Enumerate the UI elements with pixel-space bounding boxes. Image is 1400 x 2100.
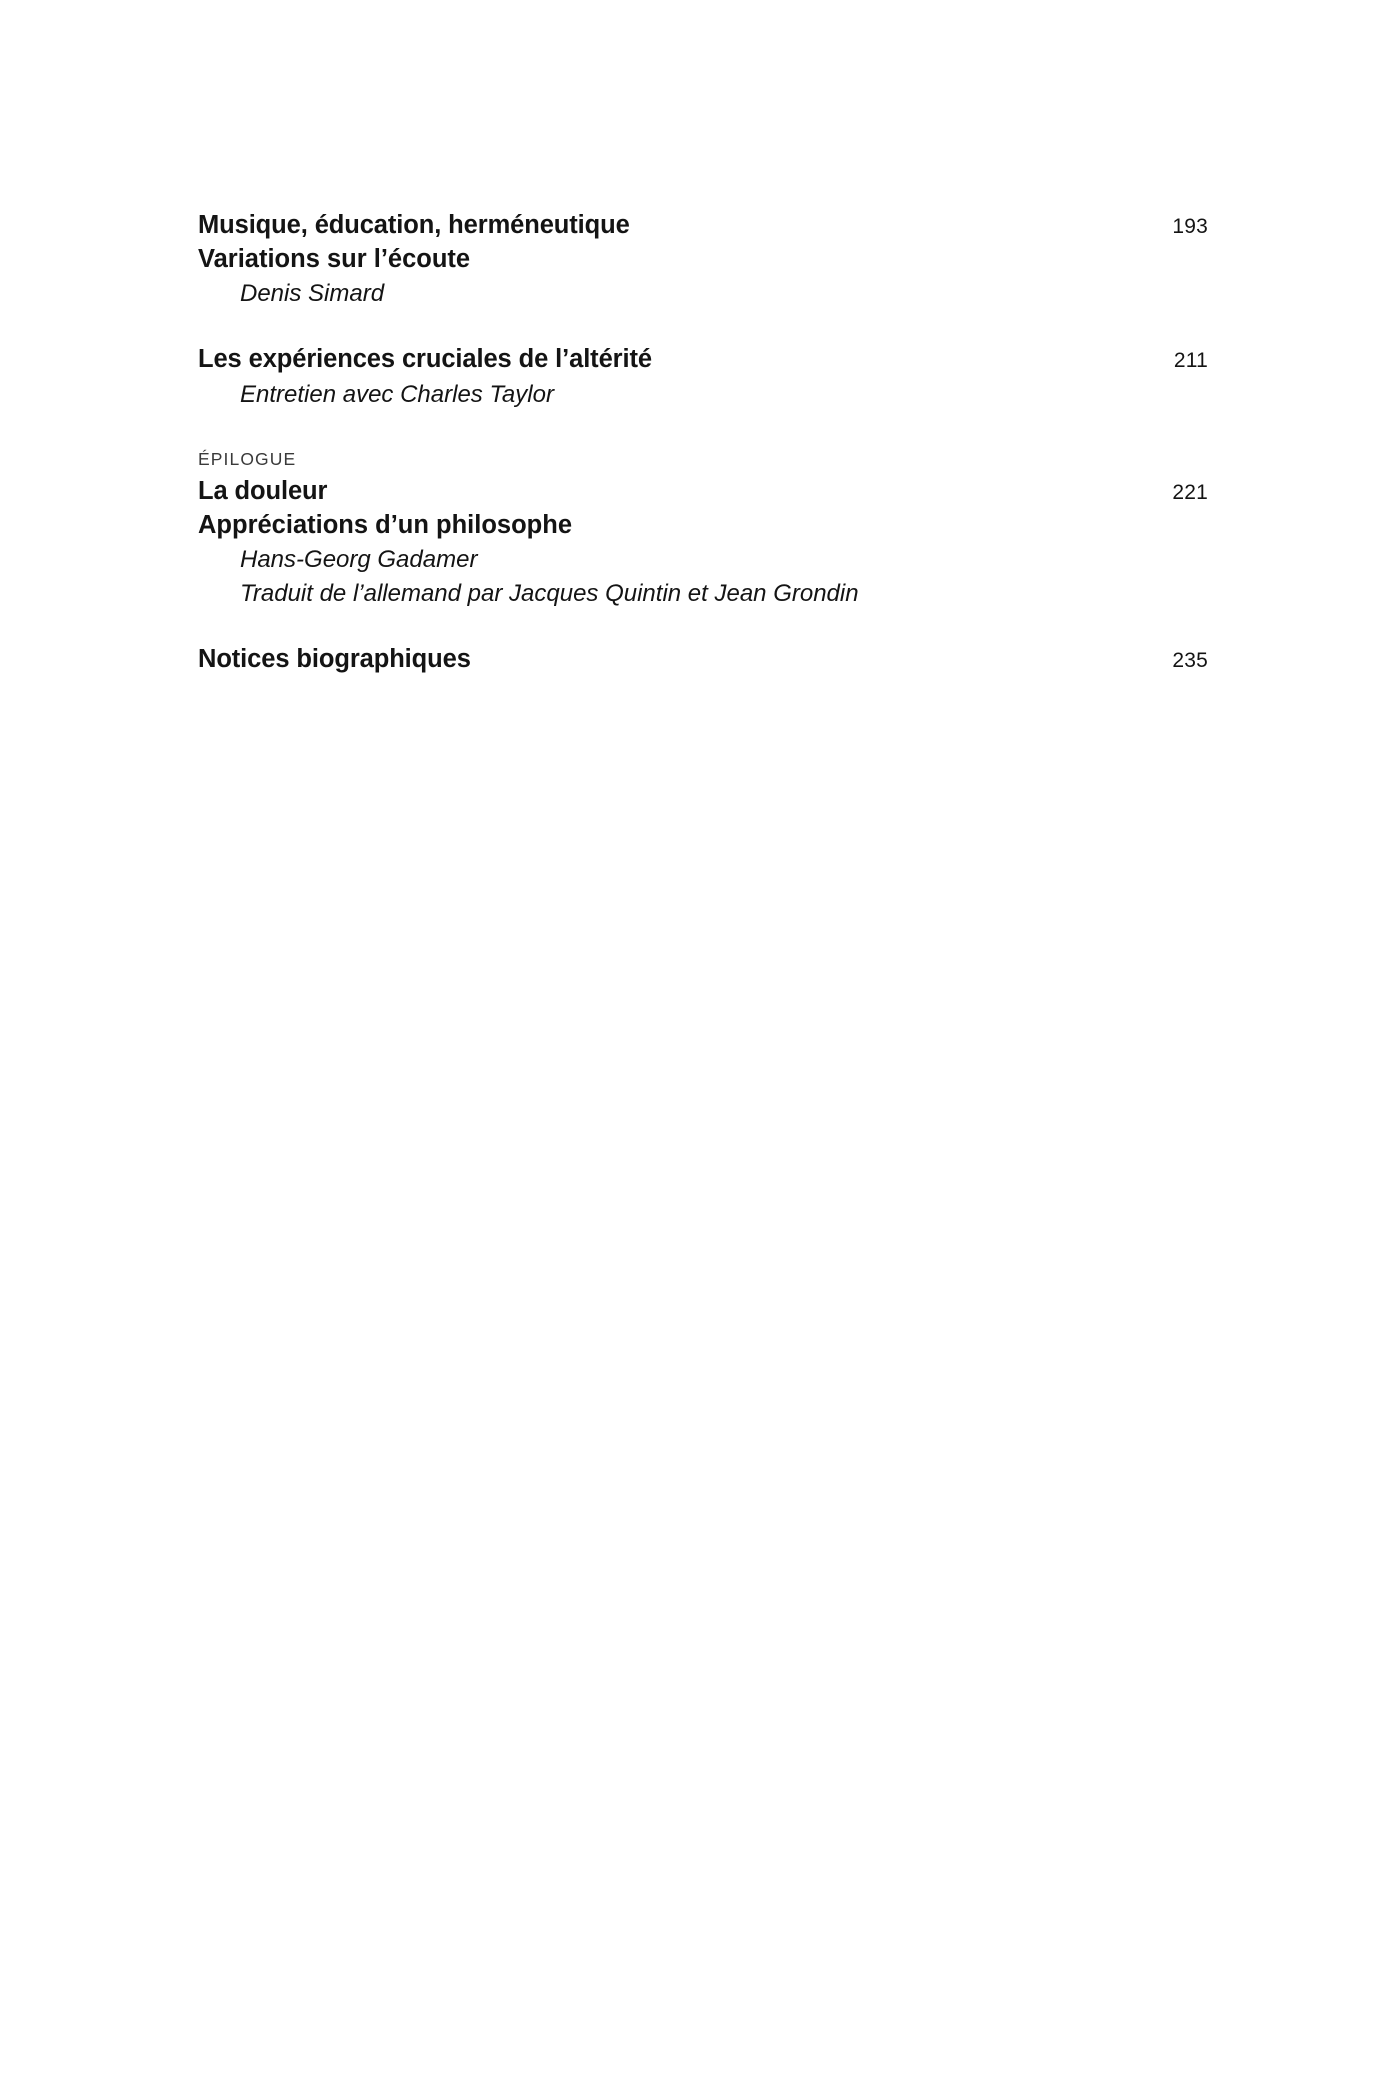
toc-entry-page-number: 193 xyxy=(1172,215,1208,238)
toc-entry-title-row xyxy=(198,644,1208,674)
toc-entry-page-number: 211 xyxy=(1173,349,1208,373)
toc-section-label-epilogue: ÉPILOGUE xyxy=(198,448,297,469)
toc-entry-subtitle: Appréciations d’un philosophe xyxy=(198,510,573,539)
toc-entry-author: Hans-Georg Gadamer xyxy=(240,545,478,573)
toc-entry-title: Musique, éducation, herméneutique xyxy=(198,211,630,239)
toc-entry-translator: Traduit de l’allemand par Jacques Quintin et Jean Grondin xyxy=(240,580,859,608)
toc-entry-alterite[interactable] xyxy=(198,344,1208,408)
toc-entry-douleur[interactable] xyxy=(198,449,1208,609)
toc-entry-page-number: 235 xyxy=(1172,649,1208,673)
toc-entry-title: La douleur xyxy=(198,476,328,505)
toc-entry-title-row xyxy=(198,344,1208,374)
toc-entry-title: Les expériences cruciales de l’altérité xyxy=(198,345,652,374)
toc-entry-title: Notices biographiques xyxy=(198,645,471,674)
toc-entry-notices[interactable] xyxy=(198,644,1208,674)
toc-entry-author: Entretien avec Charles Taylor xyxy=(240,380,554,408)
toc-entry-title-row xyxy=(198,476,1208,506)
toc-entry-author: Denis Simard xyxy=(240,280,385,308)
toc-entry-page-number: 221 xyxy=(1172,480,1208,504)
table-of-contents xyxy=(198,210,1208,675)
toc-entry-title-row xyxy=(198,210,1208,240)
toc-entry-subtitle: Variations sur l’écoute xyxy=(198,245,471,274)
toc-entry-musique[interactable] xyxy=(198,210,1208,308)
